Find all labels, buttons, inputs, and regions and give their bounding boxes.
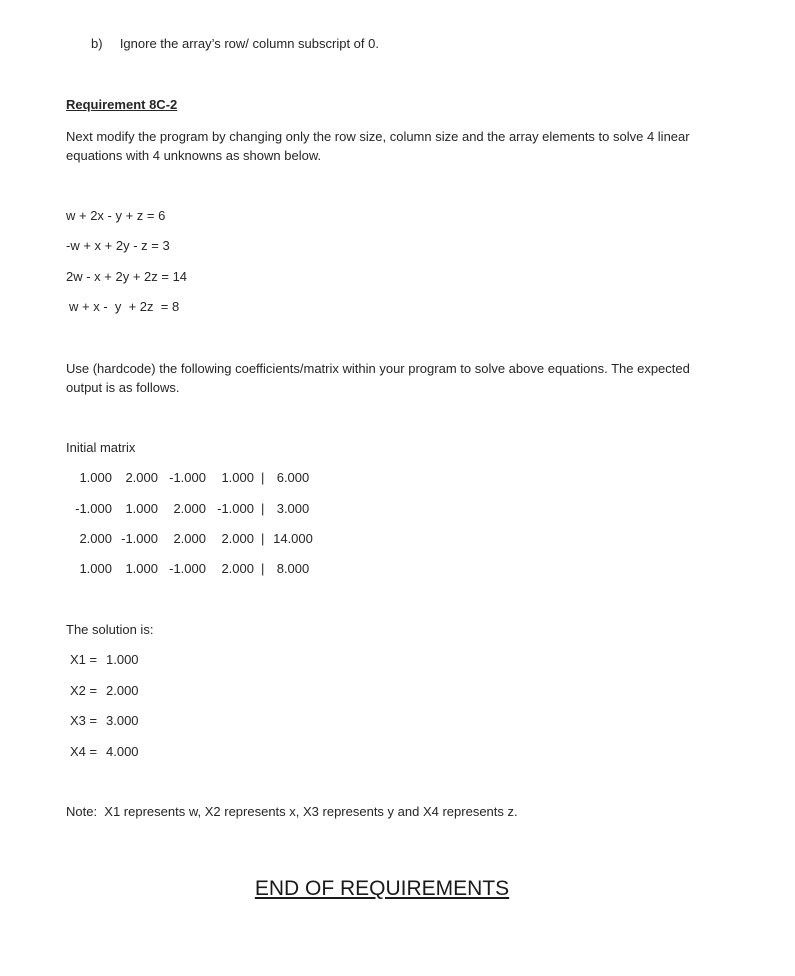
solution-value: 3.000 bbox=[106, 713, 139, 728]
matrix-title: Initial matrix bbox=[66, 440, 136, 455]
hardcode-paragraph: Use (hardcode) the following coefficients/matrix within your program to solve above equations. The expected output is as follows. bbox=[66, 361, 690, 395]
matrix-cell: 2.000 bbox=[221, 561, 254, 576]
equation-4: w + x - y + 2z = 8 bbox=[69, 299, 180, 314]
matrix-separator: | bbox=[261, 501, 265, 516]
equation-3: 2w - x + 2y + 2z = 14 bbox=[66, 269, 188, 284]
matrix-separator: | bbox=[261, 470, 265, 485]
solution-label: X4 = bbox=[70, 744, 98, 759]
matrix-cell: 1.000 bbox=[125, 501, 158, 516]
list-item-b bbox=[91, 36, 379, 51]
solution-row bbox=[70, 713, 139, 728]
matrix-cell: 2.000 bbox=[221, 531, 254, 546]
matrix-cell: -1.000 bbox=[75, 501, 112, 516]
solution-row bbox=[70, 683, 139, 698]
matrix-cell: 1.000 bbox=[221, 470, 254, 485]
solution-row bbox=[70, 744, 139, 759]
matrix-cell: -1.000 bbox=[169, 561, 206, 576]
solution-value: 4.000 bbox=[106, 744, 139, 759]
note-text: Note: X1 represents w, X2 represents x, X3 represents y and X4 represents z. bbox=[66, 804, 518, 819]
matrix-separator: | bbox=[261, 561, 265, 576]
matrix-rhs: 14.000 bbox=[273, 531, 313, 546]
matrix-cell: 1.000 bbox=[79, 561, 112, 576]
solution-value: 2.000 bbox=[106, 683, 139, 698]
list-marker: b) bbox=[91, 36, 103, 51]
solution-label: X2 = bbox=[70, 683, 98, 698]
solution-label: X3 = bbox=[70, 713, 98, 728]
matrix-cell: 2.000 bbox=[173, 501, 206, 516]
list-item-text: Ignore the array’s row/ column subscript of 0. bbox=[119, 36, 379, 51]
matrix-cell: -1.000 bbox=[121, 531, 158, 546]
solution-title: The solution is: bbox=[66, 622, 154, 637]
matrix-cell: 1.000 bbox=[125, 561, 158, 576]
equation-2: -w + x + 2y - z = 3 bbox=[66, 238, 170, 253]
matrix-rhs: 3.000 bbox=[276, 501, 310, 516]
requirement-heading: Requirement 8C-2 bbox=[66, 97, 178, 112]
matrix-cell: 1.000 bbox=[79, 470, 112, 485]
matrix-rhs: 6.000 bbox=[276, 470, 310, 485]
end-of-requirements-title: END OF REQUIREMENTS bbox=[254, 877, 510, 900]
solution-row bbox=[70, 652, 139, 667]
intro-paragraph: Next modify the program by changing only the row size, column size and the array elements to solve 4 linear equations with 4 unknowns as shown below. bbox=[66, 129, 690, 163]
solution-value: 1.000 bbox=[106, 652, 139, 667]
matrix-cell: 2.000 bbox=[125, 470, 158, 485]
matrix-cell: 2.000 bbox=[173, 531, 206, 546]
equation-1: w + 2x - y + z = 6 bbox=[66, 208, 166, 223]
matrix-cell: 2.000 bbox=[79, 531, 112, 546]
solution-label: X1 = bbox=[70, 652, 98, 667]
matrix-cell: -1.000 bbox=[217, 501, 254, 516]
matrix-cell: -1.000 bbox=[169, 470, 206, 485]
matrix-rhs: 8.000 bbox=[276, 561, 310, 576]
matrix-separator: | bbox=[261, 531, 265, 546]
